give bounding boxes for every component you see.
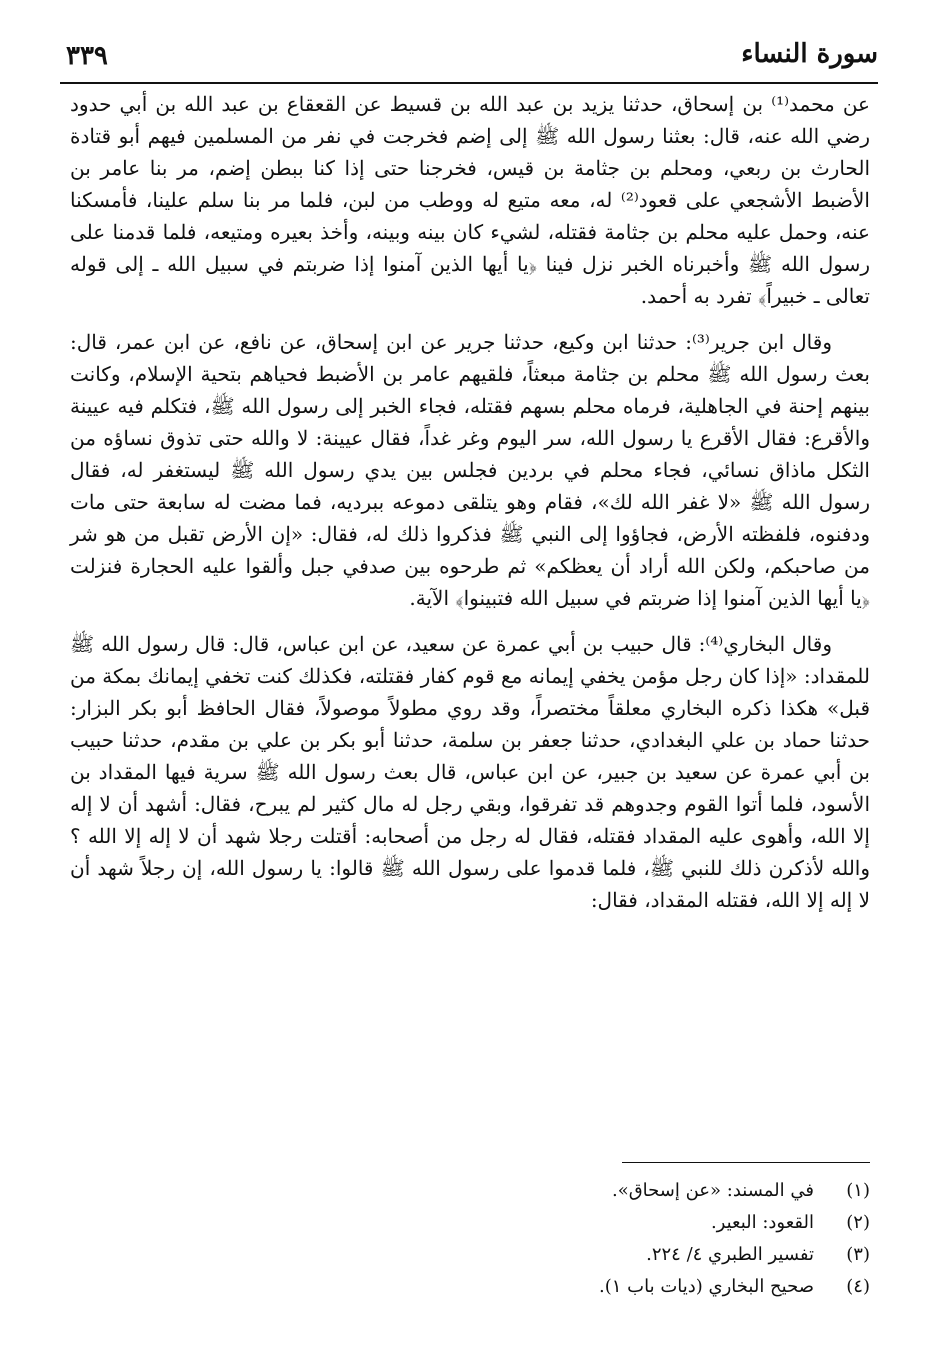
footnote-number: (٢) bbox=[846, 1212, 870, 1233]
footnote-number: (٣) bbox=[846, 1244, 870, 1265]
header-divider bbox=[60, 82, 878, 84]
main-text bbox=[70, 88, 870, 916]
footnote-text: صحيح البخاري (ديات باب ١). bbox=[599, 1276, 814, 1297]
surah-title: سورة النساء bbox=[741, 39, 878, 69]
footnote-2 bbox=[300, 1207, 870, 1239]
footnote-text: القعود: البعير. bbox=[710, 1212, 814, 1233]
paragraph-3: وقال البخاري⁽⁴⁾: قال حبيب بن أبي عمرة عن سعيد، عن ابن عباس، قال: قال رسول الله ﷺ للمقداد: «إذا كان رجل مؤمن يخفي إيمانه مع قوم كفار فقتلته، فكذلك كنت تخفي إيمانك بمكة من قبل» هكذا ذكره البخاري معلقاً مختصراً، وقد روي مطولاً موصولاً، فقال الحافظ أبو بكر البزار: حدثنا حماد بن علي البغدادي، حدثنا جعفر بن سلمة، حدثنا أبو بكر بن علي بن مقدم، حدثنا حبيب بن أبي عمرة عن سعيد بن جبير، عن ابن عباس، قال بعث رسول الله ﷺ سرية فيها المقداد بن الأسود، فلما أتوا القوم وجدوهم قد تفرقوا، وبقي رجل له مال كثير لم يبرح، فقال: أشهد أن لا إله إلا الله، وأهوى عليه المقداد فقتله، فقال له رجل من أصحابه: أقتلت رجلا شهد أن لا إله إلا الله ؟ والله لأذكرن ذلك للنبي ﷺ، فلما قدموا على رسول الله ﷺ قالوا: يا رسول الله، إن رجلاً شهد أن لا إله إلا الله، فقتله المقداد، فقال: bbox=[70, 632, 871, 912]
paragraph-1: عن محمد⁽¹⁾ بن إسحاق، حدثنا يزيد بن عبد الله بن قسيط عن القعقاع بن عبد الله بن أبي حدود رضي الله عنه، قال: بعثنا رسول الله ﷺ إلى إضم فخرجت في نفر من المسلمين فيهم أبو قتادة الحارث بن ربعي، ومحلم بن جثامة بن قيس، فخرجنا حتى إذا كنا ببطن إضم، مر بنا عامر بن الأضبط الأشجعي على قعود⁽²⁾ له، معه متيع له ووطب من لبن، فلما مر بنا سلم علينا، فأمسكنا عنه، وحمل عليه محلم بن جثامة فقتله، لشيء كان بينه وبينه، وأخذ بعيره ومتيعه، فلما قدمنا على رسول الله ﷺ وأخبرناه الخبر نزل فينا ﴿يا أيها الذين آمنوا إذا ضربتم في سبيل الله ـ إلى قوله تعالى ـ خبيراً﴾ تفرد به أحمد. bbox=[70, 92, 870, 308]
page-header bbox=[60, 36, 878, 76]
footnote-4 bbox=[300, 1271, 870, 1303]
footnote-3 bbox=[300, 1239, 870, 1271]
footnotes bbox=[300, 1175, 870, 1303]
footnote-text: في المسند: «عن إسحاق». bbox=[611, 1180, 814, 1201]
footnote-divider bbox=[622, 1162, 870, 1163]
footnote-number: (٤) bbox=[846, 1276, 870, 1297]
footnote-text: تفسير الطبري ٤/ ٢٢٤. bbox=[646, 1244, 814, 1265]
paragraph-2: وقال ابن جرير⁽³⁾: حدثنا ابن وكيع، حدثنا جرير عن ابن إسحاق، عن نافع، عن ابن عمر، قال: بعث رسول الله ﷺ محلم بن جثامة مبعثاً، فلقيهم عامر بن الأضبط فحياهم بتحية الإسلام، وكانت بينهم إحنة في الجاهلية، فرماه محلم بسهم فقتله، فجاء الخبر إلى رسول الله ﷺ، فتكلم فيه عيينة والأقرع: فقال الأقرع يا رسول الله، سر اليوم وغر غداً، فقال عيينة: لا والله حتى تذوق نساؤه من الثكل ماذاق نسائي، فجاء محلم في بردين فجلس بين يدي رسول الله ﷺ ليستغفر له، فقال رسول الله ﷺ «لا غفر الله لك»، فقام وهو يتلقى دموعه ببرديه، فما مضت له سابعة حتى مات ودفنوه، فلفظته الأرض، فجاؤوا إلى النبي ﷺ فذكروا ذلك له، فقال: «إن الأرض تقبل من هو شر من صاحبكم، ولكن الله أراد أن يعظكم» ثم طرحوه بين صدفي جبل وألقوا عليه الحجارة فنزلت ﴿يا أيها الذين آمنوا إذا ضربتم في سبيل الله فتبينوا﴾ الآية. bbox=[70, 330, 870, 610]
footnote-1 bbox=[300, 1175, 870, 1207]
footnote-number: (١) bbox=[846, 1180, 870, 1201]
page-number: ٣٣٩ bbox=[66, 41, 108, 71]
